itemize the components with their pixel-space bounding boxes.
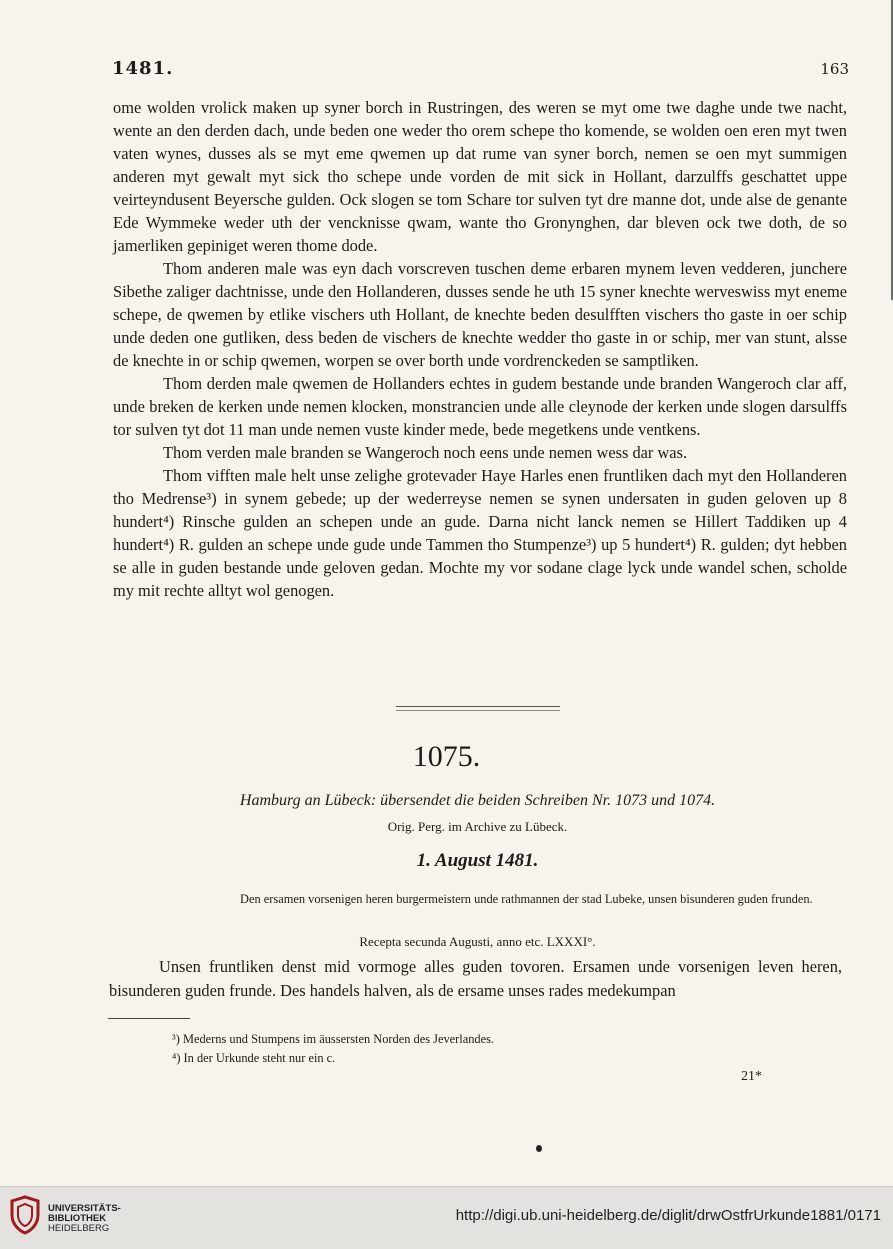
document-source: Orig. Perg. im Archive zu Lübeck. — [387, 819, 568, 834]
running-header — [112, 58, 849, 82]
footnote-3: ³) Mederns und Stumpens im äussersten Norden des Jeverlandes. — [172, 1032, 495, 1046]
letter-body — [109, 955, 842, 1003]
permalink-url[interactable]: http://digi.ub.uni-heidelberg.de/diglit/drwOstfrUrkunde1881/0171 — [455, 1207, 881, 1224]
letter-paragraph: Unsen fruntliken denst mid vormoge alles guden tovoren. Ersamen unde vorsenigen leven heren, bisunderen guden frunde. Des handels halven, als de ersame unses rades medekumpan — [109, 957, 842, 1000]
library-name-line2: BIBLIOTHEK — [48, 1213, 107, 1224]
library-name-line1: UNIVERSITÄTS- — [48, 1203, 121, 1214]
footnote-4: ⁴) In der Urkunde steht nur ein c. — [172, 1051, 336, 1065]
library-logo[interactable] — [8, 1195, 138, 1241]
address-text: Den ersamen vorsenigen heren burgermeistern unde rathmannen der stad Lubeke, unsen bisunderen guden frunden. — [240, 892, 813, 906]
document-number: 1075. — [412, 740, 481, 773]
paragraph-3: Thom derden male qwemen de Hollanders echtes in gudem bestande unde branden Wangeroch clar aff, unde breken de kerken unde nemen klocken, monstrancien unde alle cleynode der kerken unde slogen darsulffs tor sulven tyt dot 11 man unde nemen vuste kinder mede, bede megetkens unde ventkens. — [113, 374, 847, 439]
received-note: Recepta secunda Augusti, anno etc. LXXXI°. — [359, 934, 596, 949]
section-separator — [396, 706, 560, 707]
header-year: 1481. — [112, 58, 174, 79]
body-text — [113, 96, 847, 602]
library-name-line3: HEIDELBERG — [48, 1223, 110, 1234]
footnote-rule — [108, 1018, 190, 1019]
library-logo-icon — [8, 1195, 42, 1235]
signature-mark: 21* — [741, 1069, 762, 1084]
page-number: 163 — [820, 60, 849, 78]
document-regest: Hamburg an Lübeck: übersendet die beiden Schreiben Nr. 1073 und 1074. — [239, 792, 716, 809]
paragraph-5: Thom vifften male helt unse zelighe grotevader Haye Harles enen fruntliken dach myt den Hollanderen tho Medrense³) in synem gebede; up der wederreyse nemen se synen undersaten in guden geloven up 8 hundert⁴) Rinsche gulden an schepen unde an gude. Darna nicht lanck nemen se Hillert Taddiken up 4 hundert⁴) R. gulden an schepe unde gude unde Tammen tho Stumpenze³) up 5 hundert⁴) R. gulden; dyt hebben se alle in guden bestande unde geloven gedan. Mochte my vor sodane clage lyck unde wandel schen, scholde my mit rechte alltyt wol genogen. — [113, 466, 847, 600]
paragraph-4: Thom verden male branden se Wangeroch noch eens unde nemen wess dar was. — [163, 443, 688, 462]
letter-address — [190, 890, 842, 909]
ink-spot — [536, 1145, 542, 1152]
viewer-footer — [0, 1186, 893, 1249]
document-date: 1. August 1481. — [416, 850, 539, 871]
section-separator-secondary — [396, 710, 560, 711]
paragraph-2: Thom anderen male was eyn dach vorscreven tuschen deme erbaren mynem leven vedderen, junchere Sibethe zaliger dachtnisse, unde den Hollanderen, dusses sende he uth 15 syner knechte werveswiss myt eneme schepe, de qwemen by etlike vischers uth Hollant, de knechte beden desulfften vischers tho gaste in oer schip unde deden one gutliken, dess beden de vischers de knechte wedder tho gaste in or schip, mer van stunt, alsse de knechte in or schip qwemen, worpen se over borth unde vordrenckeden se samptliken. — [113, 259, 847, 370]
paragraph-1: ome wolden vrolick maken up syner borch in Rustringen, des weren se myt ome twe daghe unde twe nacht, wente an den derden dach, unde beden one weder tho orem schepe tho komende, se wolden oen eren myt twen vaten wynes, dusses als se myt eme qwemen up dat rume van syner borch, nemen se oen myt summigen anderen myt gewalt myt sick tho schepe unde vorden de mit sick in Hollant, darzulffs geschattet uppe veirteyndusent Beyersche gulden. Ock slogen se tom Schare tor sulven tyt dre manne dot, unde alse de genante Ede Wymmeke weder uth der vencknisse qwam, wante tho Gronynghen, dar bleven ock twe doth, de so jamerliken gepiniget weren thome dode. — [113, 98, 847, 255]
footnotes — [172, 1030, 494, 1068]
